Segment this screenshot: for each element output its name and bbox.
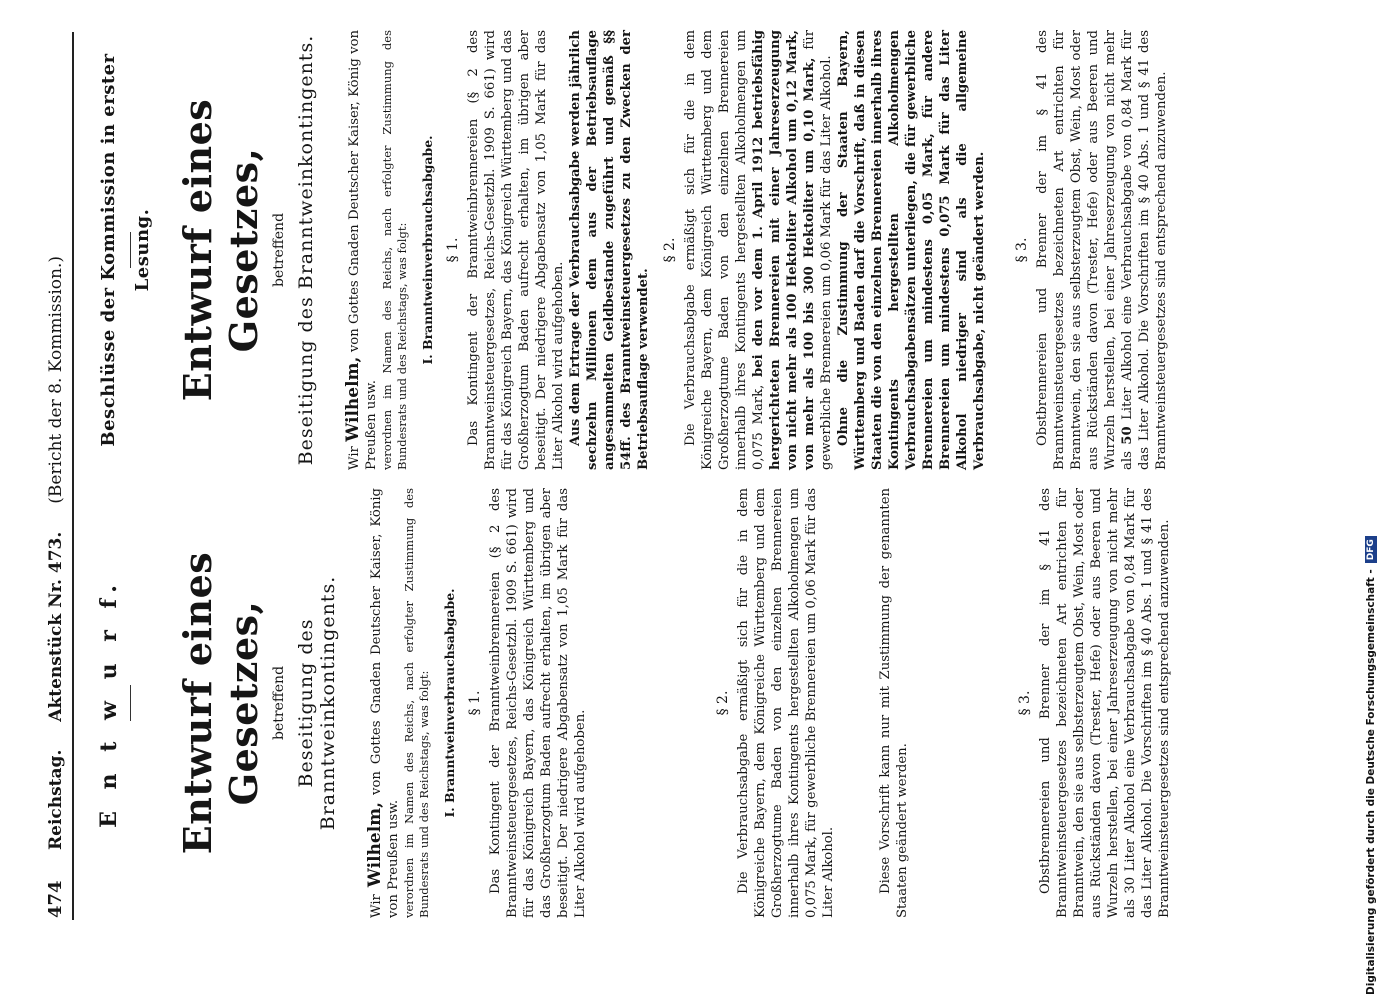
- section-heading: I. Branntweinverbrauchsabgabe.: [442, 588, 457, 818]
- preamble: Wir Wilhelm, von Gottes Gnaden Deutscher Kaiser, König von Preußen usw.: [365, 488, 401, 918]
- paragraph-heading: § 3.: [1017, 690, 1033, 716]
- section-heading: I. Branntweinverbrauchsabgabe.: [420, 135, 435, 365]
- paragraph-text: Diese Vorschrift kann nur mit Zustimmung der genannten Staaten geändert werden.: [878, 488, 910, 918]
- paragraph-text-amended: Ohne die Zustimmung der Staaten Bayern, Württemberg und Baden darf die Vorschrift, daß in diesen Staaten die von den einzelnen Brennereien innerhalb ihres Kontingents hergestellten Alkoholmengen Verbrauchsabgabensätzen unterliegen, die für gewerbliche Brennereien um mindestens 0,05 Mark, für andere Brennereien um mindestens 0,075 Mark für das Liter Alkohol niedriger sind als die allgemeine Verbrauchsabgabe, nicht geändert werden.: [836, 30, 987, 470]
- law-title: Entwurf eines Gesetzes,: [175, 98, 266, 402]
- law-subject: Beseitigung des Branntweinkontingents.: [295, 34, 317, 466]
- page-number: 474: [45, 880, 66, 918]
- header-bericht: (Bericht der 8. Kommission.): [46, 255, 66, 504]
- preamble: Wir Wilhelm, von Gottes Gnaden Deutscher Kaiser, König von Preußen usw.: [343, 30, 379, 470]
- paragraph-text: Obstbrennereien und Brenner der im § 41 des Branntweinsteuergesetzes bezeichneten Art entrichten für Branntwein, den sie aus selbsterzeugtem Obst, Wein, Most oder aus Rückständen davon (Trester, Hefe) oder aus Beeren und Wurzeln herstellen, bei einer Jahreserzeugung von nicht mehr als 50 Liter Alkohol eine Verbrauchsabgabe von 0,84 Mark für das Liter Alkohol. Die Vorschriften im § 40 Abs. 1 und § 41 des Branntweinsteuergesetzes sind entsprechend anzuwenden.: [1035, 30, 1169, 470]
- preamble-enactment: verordnen im Namen des Reichs, nach erfolgter Zustimmung des Bundesrats und des Reichstags, was folgt:: [402, 488, 431, 918]
- preamble-enactment: verordnen im Namen des Reichs, nach erfolgter Zustimmung des Bundesrats und des Reichstags, was folgt:: [380, 30, 409, 470]
- paragraph-text: Das Kontingent der Branntweinbrennereien (§ 2 des Branntweinsteuergesetzes, Reichs-Gesetzbl. 1909 S. 661) wird für das Königreich Bayern, das Königreich Württemberg und das Großherzogtum Baden aufrecht erhalten, im übrigen aber beseitigt. Der niedrigere Abgabensatz von 1,05 Mark für das Liter Alkohol wird aufgehoben.: [488, 488, 588, 918]
- digitization-credit: [1363, 10, 1379, 995]
- header-reichstag: Reichstag.: [46, 749, 66, 850]
- paragraph-heading: § 2.: [715, 690, 731, 716]
- credit-text: Digitalisierung gefördert durch die Deutsche Forschungsgemeinschaft -: [1365, 569, 1377, 995]
- column-label-entwurf: E n t w u r f.: [96, 578, 122, 828]
- paragraph-heading: § 3.: [1014, 237, 1030, 263]
- header-rule: [72, 32, 74, 920]
- paragraph-heading: § 1.: [445, 237, 461, 263]
- dfg-logo: DFG: [1365, 536, 1377, 563]
- paragraph-text: Das Kontingent der Branntweinbrennereien (§ 2 des Branntweinsteuergesetzes, Reichs-Gesetzbl. 1909 S. 661) wird für das Königreich Bayern, das Königreich Württemberg und das Großherzogtum Baden aufrecht erhalten, im übrigen aber beseitigt. Der niedrigere Abgabensatz von 1,05 Mark für das Liter Alkohol wird aufgehoben.: [466, 30, 566, 470]
- paragraph-text: Die Verbrauchsabgabe ermäßigt sich für die in dem Königreiche Bayern, dem Königreiche Württemberg und dem Großherzogtume Baden von den einzelnen Brennereien innerhalb ihres Kontingents hergestellten Alkoholmengen um 0,075 Mark, für gewerbliche Brennereien um 0,06 Mark für das Liter Alkohol.: [736, 488, 836, 918]
- paragraph-heading: § 1.: [467, 690, 483, 716]
- paragraph-text: Obstbrennereien und Brenner der im § 41 des Branntweinsteuergesetzes bezeichneten Art entrichten für Branntwein, den sie aus selbsterzeugtem Obst, Wein, Most oder aus Rückständen davon (Trester, Hefe) oder aus Beeren und Wurzeln herstellen, bei einer Jahreserzeugung von nicht mehr als 30 Liter Alkohol eine Verbrauchsabgabe von 0,84 Mark für das Liter Alkohol. Die Vorschriften im § 40 Abs. 1 und § 41 des Branntweinsteuergesetzes sind entsprechend anzuwenden.: [1038, 488, 1172, 918]
- betreffend-label: betreffend: [271, 212, 287, 288]
- betreffend-label: betreffend: [271, 665, 287, 741]
- running-header: [44, 255, 68, 850]
- paragraph-text: Die Verbrauchsabgabe ermäßigt sich für die in dem Königreiche Bayern, dem Königreich Württemberg und dem Großherzogtume Baden von den einzelnen Brennereien innerhalb ihres Kontingents hergestellten Alkoholmengen um 0,075 Mark, bei den vor dem 1. April 1912 betriebsfähig hergerichteten Brennereien mit einer Jahreserzeugung von nicht mehr als 100 Hektoliter Alkohol um 0,12 Mark, von mehr als 100 bis 300 Hektoliter um 0,10 Mark, für gewerbliche Brennereien um 0,06 Mark für das Liter Alkohol.: [683, 30, 834, 470]
- column-entwurf: [92, 488, 1173, 918]
- divider: [130, 685, 131, 721]
- law-title: Entwurf eines Gesetzes,: [175, 551, 266, 855]
- paragraph-text-amended: Aus dem Ertrage der Verbrauchsabgabe werden jährlich sechzehn Millionen dem aus der Betriebsauflage angesammelten Geldbestande zugeführt und gemäß §§ 54ff. des Branntweinsteuergesetzes zu den Zwecken der Betriebsauflage verwendet.: [568, 30, 651, 470]
- law-subject: Beseitigung des Branntweinkontingents.: [295, 575, 339, 831]
- header-aktenstueck: Aktenstück Nr. 473.: [46, 531, 66, 722]
- column-label-beschluesse: Beschlüsse der Kommission in erster Lesung.: [98, 53, 153, 447]
- paragraph-heading: § 2.: [662, 237, 678, 263]
- column-beschluesse: [92, 30, 1170, 470]
